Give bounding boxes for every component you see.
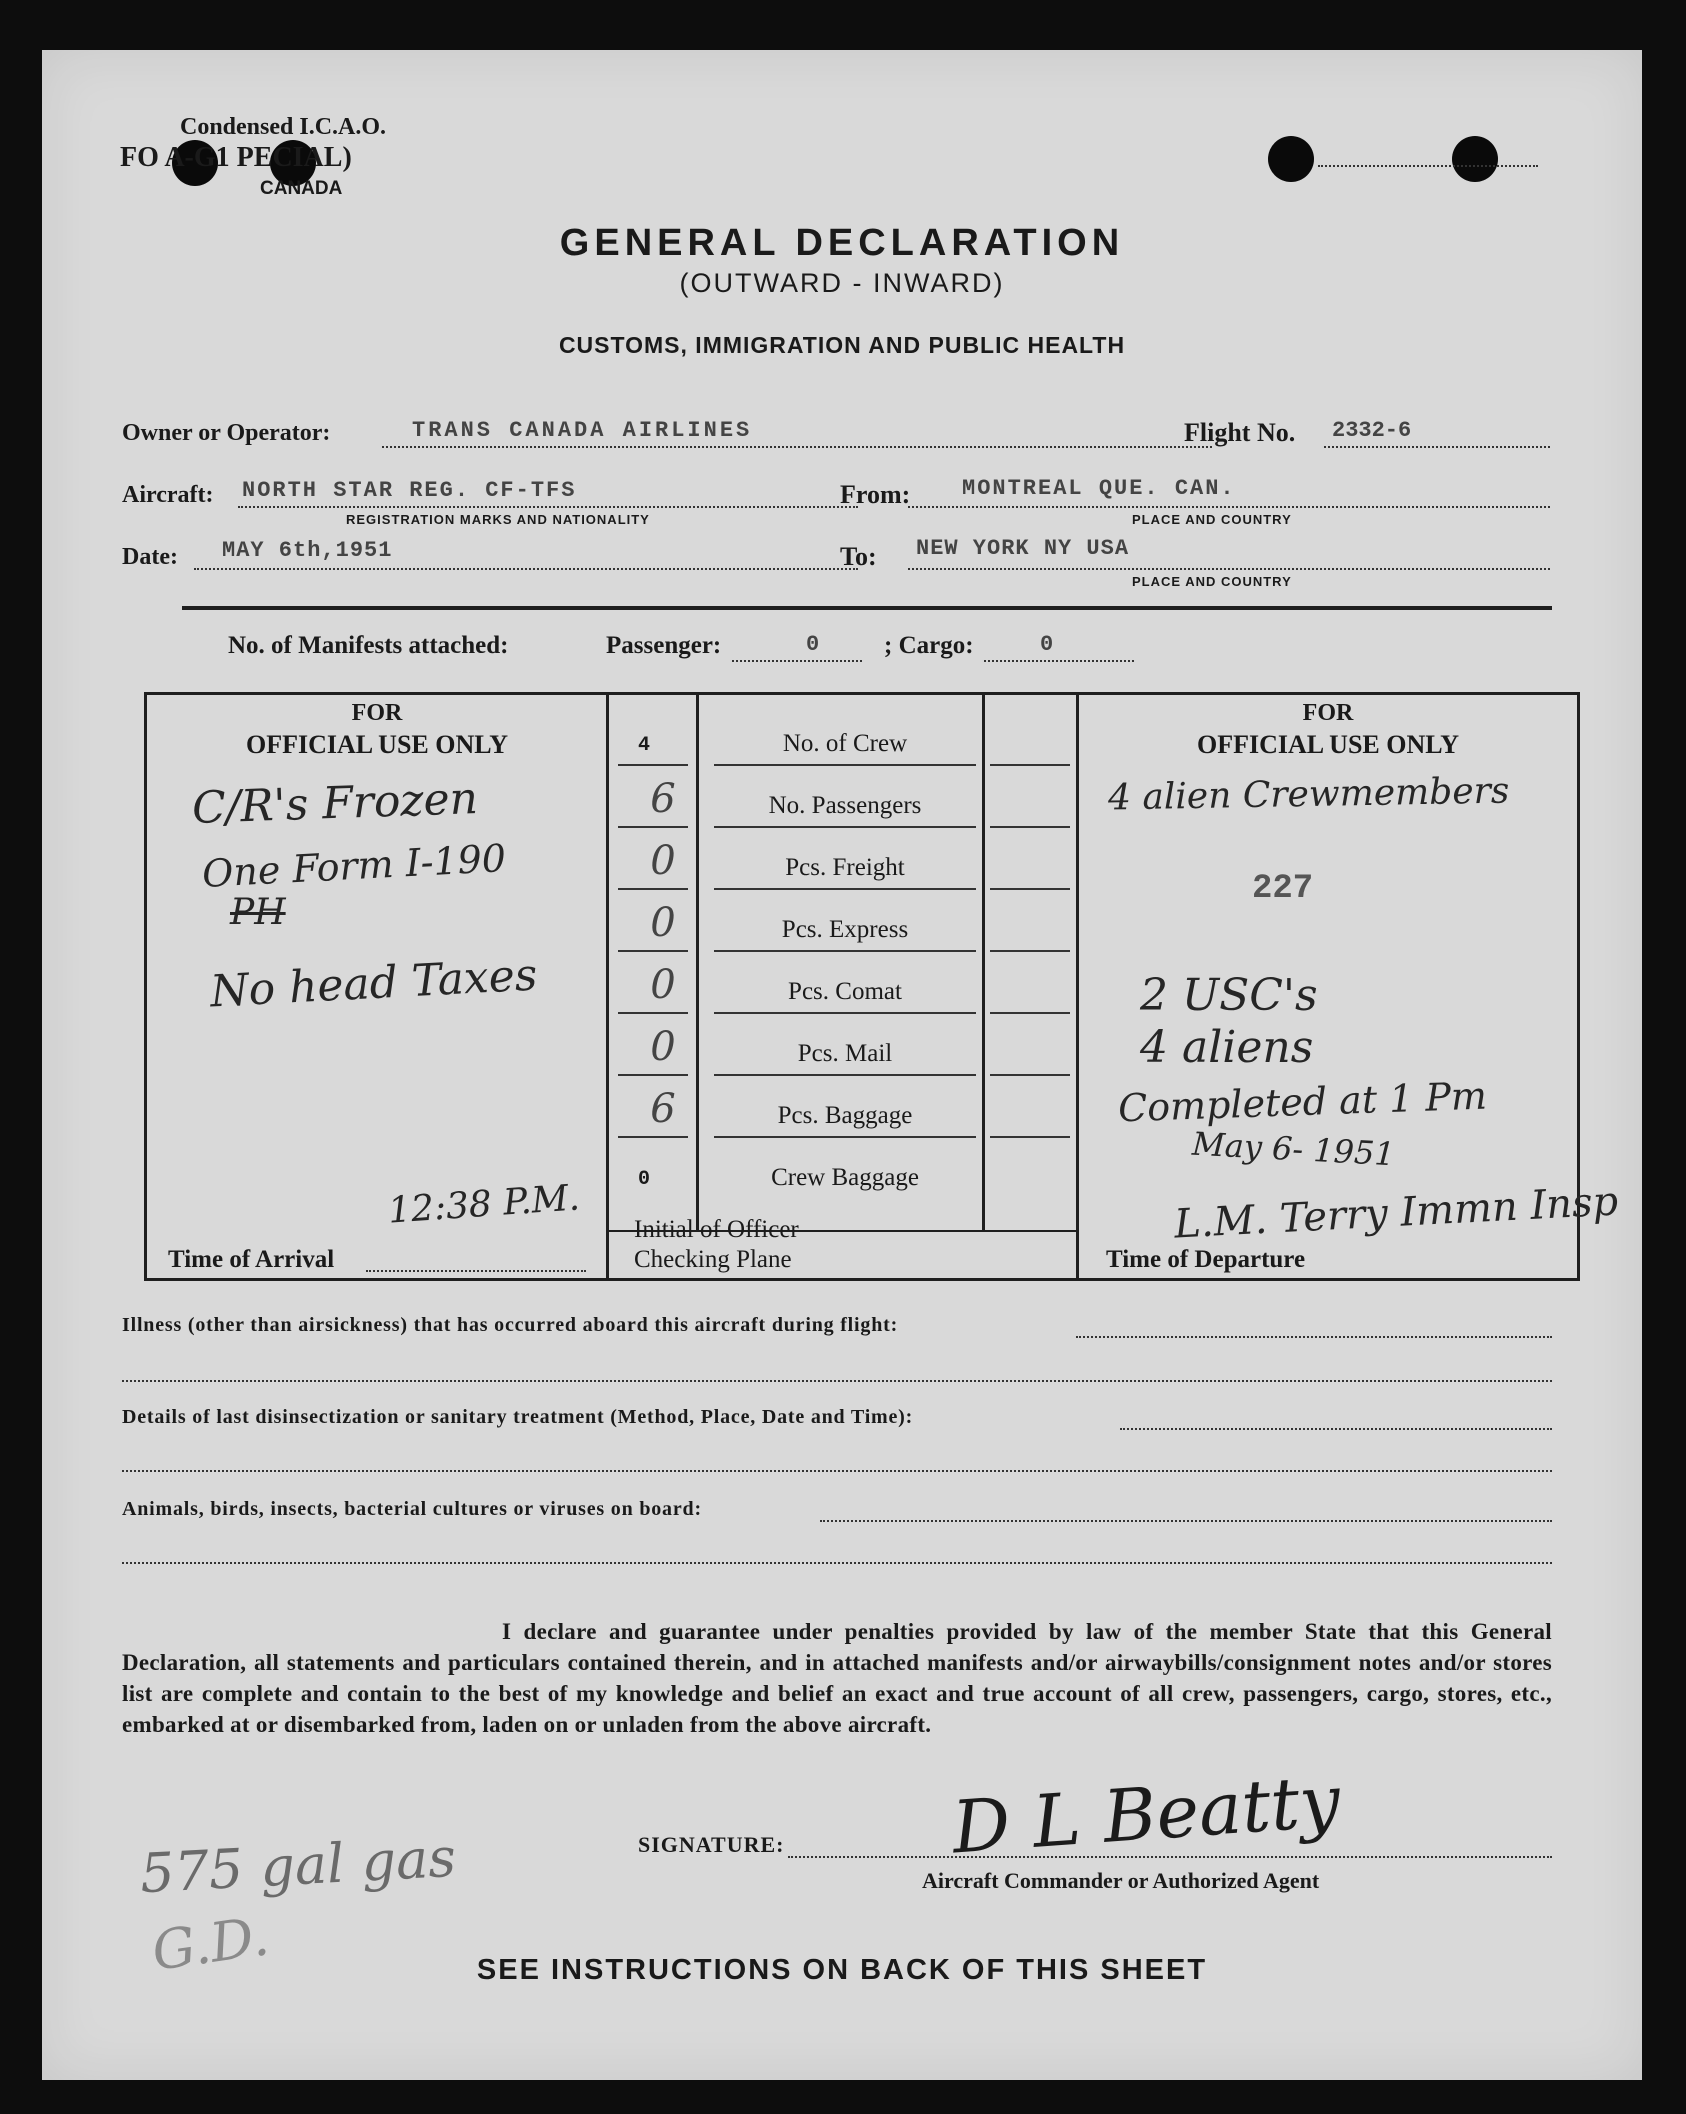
owner-line bbox=[382, 446, 1212, 448]
flight-line bbox=[1324, 446, 1550, 448]
row-rule bbox=[618, 826, 688, 828]
table-divider-4 bbox=[1076, 692, 1079, 1281]
initial-officer-label-2: Checking Plane bbox=[634, 1246, 792, 1273]
arrival-time-label: Time of Arrival bbox=[168, 1246, 335, 1273]
animals-line-1 bbox=[820, 1520, 1552, 1522]
aircraft-line bbox=[238, 506, 858, 508]
row-rule bbox=[714, 826, 976, 828]
row-rule bbox=[990, 826, 1070, 828]
header-dotted-line bbox=[1318, 165, 1538, 167]
row-rule bbox=[714, 1136, 976, 1138]
right-official-header-1: FOR bbox=[1302, 700, 1354, 726]
aircraft-label: Aircraft: bbox=[122, 482, 214, 508]
cargo-label: ; Cargo: bbox=[884, 632, 974, 659]
date-value: MAY 6th,1951 bbox=[222, 538, 393, 563]
row-rule bbox=[714, 764, 976, 766]
owner-label: Owner or Operator: bbox=[122, 420, 331, 446]
mail-value: 0 bbox=[650, 1024, 676, 1070]
from-label: From: bbox=[840, 480, 911, 509]
margin-note-fuel: 575 gal gas bbox=[138, 1825, 458, 1906]
row-rule bbox=[990, 764, 1070, 766]
flight-label: Flight No. bbox=[1184, 418, 1296, 447]
from-value: MONTREAL QUE. CAN. bbox=[962, 476, 1236, 501]
row-rule bbox=[990, 1012, 1070, 1014]
flight-value: 2332-6 bbox=[1332, 418, 1412, 443]
disinsect-question: Details of last disinsectization or sanitary treatment (Method, Place, Date and Time): bbox=[122, 1406, 914, 1428]
cargo-line bbox=[984, 660, 1134, 662]
punch-hole-right-2 bbox=[1452, 136, 1498, 182]
form-code-line-1: Condensed I.C.A.O. bbox=[180, 114, 387, 140]
page-subtitle: (OUTWARD - INWARD) bbox=[679, 268, 1005, 298]
arrival-time-line bbox=[366, 1270, 586, 1272]
margin-note-initials: G.D. bbox=[148, 1904, 273, 1983]
from-line bbox=[908, 506, 1550, 508]
table-top-border bbox=[144, 692, 1580, 695]
right-note-4: 4 aliens bbox=[1140, 1022, 1314, 1073]
passenger-value: 0 bbox=[806, 632, 820, 657]
right-note-3: 2 USC's bbox=[1140, 970, 1318, 1021]
comat-value: 0 bbox=[650, 962, 676, 1008]
row-rule bbox=[618, 1074, 688, 1076]
row-rule bbox=[618, 764, 688, 766]
row-rule bbox=[990, 1136, 1070, 1138]
left-official-header-1: FOR bbox=[351, 700, 403, 726]
cargo-value: 0 bbox=[1040, 632, 1054, 657]
section-subheading: CUSTOMS, IMMIGRATION AND PUBLIC HEALTH bbox=[558, 332, 1126, 358]
aircraft-value: NORTH STAR REG. CF-TFS bbox=[242, 478, 577, 503]
mail-label: Pcs. Mail bbox=[797, 1040, 893, 1067]
baggage-value: 6 bbox=[650, 1086, 676, 1132]
row-rule bbox=[618, 1012, 688, 1014]
passenger-line bbox=[732, 660, 862, 662]
left-official-header-2: OFFICIAL USE ONLY bbox=[246, 730, 508, 759]
declaration-text: I declare and guarantee under penalties provided by law of the member State that this General Declaration, all statements and particulars contained therein, and in attached manifests and/or airwaybills/consignment notes and/or stores list are complete and contain to the best of my knowledge and belief an exact and true account of all crew, passengers, cargo, stores, etc., embarked at or disembarked from, laden on or unladen from the above aircraft. bbox=[122, 1619, 1552, 1737]
owner-value: TRANS CANADA AIRLINES bbox=[412, 418, 753, 443]
form-code-country: CANADA bbox=[260, 178, 343, 199]
passenger-label: Passenger: bbox=[606, 632, 722, 659]
to-caption: PLACE AND COUNTRY bbox=[1132, 574, 1292, 589]
freight-value: 0 bbox=[650, 838, 676, 884]
right-note-1: 4 alien Crewmembers bbox=[1107, 770, 1510, 819]
animals-question: Animals, birds, insects, bacterial cultures or viruses on board: bbox=[122, 1498, 702, 1520]
table-divider-3 bbox=[982, 692, 985, 1232]
express-label: Pcs. Express bbox=[781, 916, 909, 943]
row-rule bbox=[618, 1136, 688, 1138]
official-signature: L.M. Terry Immn Insp bbox=[1173, 1178, 1620, 1248]
date-line bbox=[194, 568, 858, 570]
departure-time-label: Time of Departure bbox=[1106, 1246, 1306, 1273]
row-rule bbox=[618, 950, 688, 952]
illness-line-2 bbox=[122, 1380, 1552, 1382]
row-rule bbox=[714, 1074, 976, 1076]
to-label: To: bbox=[840, 542, 877, 571]
comat-label: Pcs. Comat bbox=[788, 978, 902, 1005]
table-left-border bbox=[144, 692, 147, 1281]
right-note-2: 227 bbox=[1252, 870, 1314, 908]
document-page bbox=[42, 50, 1642, 2080]
disinsect-line-1 bbox=[1120, 1428, 1552, 1430]
left-note-3: No head Taxes bbox=[208, 949, 539, 1018]
signature-line bbox=[788, 1856, 1552, 1858]
illness-line-1 bbox=[1076, 1336, 1552, 1338]
illness-question: Illness (other than airsickness) that has occurred aboard this aircraft during flight: bbox=[122, 1314, 899, 1336]
row-rule bbox=[714, 1012, 976, 1014]
footer-instructions: SEE INSTRUCTIONS ON BACK OF THIS SHEET bbox=[476, 1954, 1208, 1986]
row-rule bbox=[990, 888, 1070, 890]
crew-baggage-label: Crew Baggage bbox=[771, 1164, 919, 1191]
table-bottom-border bbox=[144, 1278, 1580, 1281]
row-rule bbox=[714, 950, 976, 952]
left-note-1: C/R's Frozen bbox=[191, 773, 479, 834]
to-line bbox=[908, 568, 1550, 570]
animals-line-2 bbox=[122, 1562, 1552, 1564]
to-value: NEW YORK NY USA bbox=[916, 536, 1130, 561]
passengers-value: 6 bbox=[650, 776, 676, 822]
punch-hole-right-1 bbox=[1268, 136, 1314, 182]
disinsect-line-2 bbox=[122, 1470, 1552, 1472]
date-label: Date: bbox=[122, 544, 178, 570]
crew-baggage-value: 0 bbox=[638, 1168, 651, 1191]
signature-label: SIGNATURE: bbox=[638, 1832, 785, 1857]
crew-value: 4 bbox=[638, 734, 651, 757]
page-title: GENERAL DECLARATION bbox=[559, 222, 1125, 264]
table-divider-1 bbox=[606, 692, 609, 1281]
commander-signature: D L Beatty bbox=[949, 1758, 1343, 1870]
row-rule bbox=[714, 888, 976, 890]
aircraft-caption: REGISTRATION MARKS AND NATIONALITY bbox=[346, 512, 650, 527]
row-rule bbox=[990, 1074, 1070, 1076]
row-rule bbox=[618, 888, 688, 890]
freight-label: Pcs. Freight bbox=[785, 854, 905, 881]
baggage-label: Pcs. Baggage bbox=[777, 1102, 913, 1129]
manifests-label: No. of Manifests attached: bbox=[228, 632, 509, 659]
signature-caption: Aircraft Commander or Authorized Agent bbox=[922, 1868, 1320, 1893]
crew-label: No. of Crew bbox=[782, 730, 908, 757]
left-note-strike: PH bbox=[230, 892, 286, 933]
right-note-5: Completed at 1 Pm bbox=[1117, 1073, 1488, 1131]
separator-line bbox=[182, 606, 1552, 610]
right-official-header-2: OFFICIAL USE ONLY bbox=[1197, 730, 1459, 759]
initial-officer-label-1: Initial of Officer bbox=[634, 1216, 799, 1243]
arrival-time-value: 12:38 P.M. bbox=[386, 1177, 582, 1232]
form-code-line-2: FO A-G1 PECIAL) bbox=[120, 142, 352, 173]
express-value: 0 bbox=[650, 900, 676, 946]
left-note-2: One Form I-190 bbox=[201, 836, 507, 896]
passengers-label: No. Passengers bbox=[768, 792, 922, 819]
from-caption: PLACE AND COUNTRY bbox=[1132, 512, 1292, 527]
row-rule bbox=[990, 950, 1070, 952]
right-note-6: May 6- 1951 bbox=[1191, 1124, 1396, 1174]
